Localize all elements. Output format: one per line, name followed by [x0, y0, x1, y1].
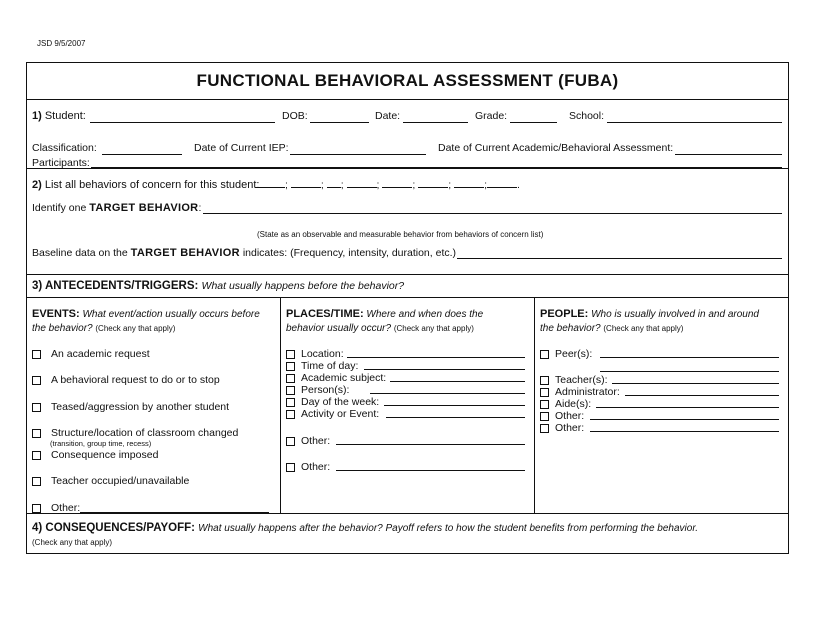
checkbox[interactable] [540, 412, 549, 421]
baseline-label-post: indicates: (Frequency, intensity, duration, etc.) [242, 247, 457, 259]
place-item[interactable]: Other: [286, 461, 330, 473]
date-field[interactable] [403, 122, 468, 123]
checkbox[interactable] [540, 400, 549, 409]
event-item[interactable]: An academic request [32, 348, 150, 360]
target-behavior-field[interactable] [203, 213, 782, 214]
checkbox[interactable] [540, 350, 549, 359]
event-item[interactable]: A behavioral request to do or to stop [32, 374, 220, 386]
people-question-2: the behavior? [540, 323, 601, 334]
event-sub-note: (transition, group time, recess) [50, 439, 152, 448]
student-field[interactable] [90, 122, 275, 123]
people-item[interactable]: Peer(s): [540, 348, 592, 360]
section4-check-note: (Check any that apply) [32, 538, 113, 547]
target-colon: : [198, 202, 202, 214]
place-item[interactable]: Activity or Event: [286, 408, 379, 420]
section-number: 2) [32, 179, 42, 191]
places-question-2: behavior usually occur? [286, 323, 392, 334]
checkbox[interactable] [32, 376, 41, 385]
event-item[interactable]: Structure/location of classroom changed [32, 427, 238, 439]
participants-label: Participants: [32, 157, 90, 169]
page-title: FUNCTIONAL BEHAVIORAL ASSESSMENT (FUBA) [196, 71, 619, 90]
event-item[interactable]: Consequence imposed [32, 449, 158, 461]
events-question-2: the behavior? [32, 323, 93, 334]
checkbox[interactable] [286, 398, 295, 407]
section4-question: What usually happens after the behavior? Payoff refers to how the student benefits from performing the behavior. [198, 523, 699, 534]
places-question: Where and when does the [366, 309, 484, 320]
place-item[interactable]: Academic subject: [286, 372, 386, 384]
behaviors-label: List all behaviors of concern for this student: [44, 179, 260, 191]
current-iep-field[interactable] [290, 154, 426, 155]
current-assessment-label: Date of Current Academic/Behavioral Assessment: [438, 142, 674, 154]
people-item[interactable]: Other: [540, 410, 584, 422]
target-label: Identify one [32, 202, 87, 214]
people-item[interactable]: Other: [540, 422, 584, 434]
baseline-label: Baseline data on the [32, 247, 128, 259]
people-item[interactable]: Administrator: [540, 386, 620, 398]
state-note: (State as an observable and measurable behavior from behaviors of concern list) [257, 230, 544, 239]
checkbox[interactable] [286, 362, 295, 371]
current-assessment-field[interactable] [675, 154, 782, 155]
document-code: JSD 9/5/2007 [37, 39, 86, 48]
student-label: Student: [44, 110, 86, 122]
dob-label: DOB: [282, 110, 308, 122]
places-check-note: (Check any that apply) [393, 324, 474, 333]
people-item[interactable]: Aide(s): [540, 398, 591, 410]
people-heading: PEOPLE: [540, 308, 589, 320]
section4-heading: 4) CONSEQUENCES/PAYOFF: [32, 522, 195, 534]
behaviors-blanks[interactable]: ; ; ; ; ; ; ; . [255, 179, 520, 191]
checkbox[interactable] [540, 424, 549, 433]
events-heading: EVENTS: [32, 308, 80, 320]
place-item[interactable]: Day of the week: [286, 396, 379, 408]
event-item[interactable]: Other: [32, 502, 80, 514]
checkbox[interactable] [32, 504, 41, 513]
checkbox[interactable] [32, 403, 41, 412]
people-question: Who is usually involved in and around [591, 309, 759, 320]
people-check-note: (Check any that apply) [603, 324, 684, 333]
grade-field[interactable] [510, 122, 557, 123]
target-label-bold: TARGET BEHAVIOR [89, 202, 199, 214]
baseline-label-bold: TARGET BEHAVIOR [130, 247, 240, 259]
event-item[interactable]: Teacher occupied/unavailable [32, 475, 189, 487]
current-iep-label: Date of Current IEP: [194, 142, 289, 154]
section-number: 1) [32, 110, 42, 122]
classification-label: Classification: [32, 142, 97, 154]
place-item[interactable]: Other: [286, 435, 330, 447]
checkbox[interactable] [32, 451, 41, 460]
checkbox[interactable] [32, 350, 41, 359]
grade-label: Grade: [475, 110, 508, 122]
events-question: What event/action usually occurs before [82, 309, 260, 320]
dob-field[interactable] [310, 122, 369, 123]
section3-question: What usually happens before the behavior? [201, 280, 405, 292]
classification-field[interactable] [102, 154, 182, 155]
checkbox[interactable] [286, 374, 295, 383]
event-item[interactable]: Teased/aggression by another student [32, 401, 229, 413]
place-item[interactable]: Time of day: [286, 360, 358, 372]
checkbox[interactable] [286, 437, 295, 446]
checkbox[interactable] [32, 477, 41, 486]
checkbox[interactable] [286, 350, 295, 359]
people-item[interactable]: Teacher(s): [540, 374, 608, 386]
participants-field[interactable] [91, 167, 782, 168]
place-item[interactable]: Location: [286, 348, 344, 360]
date-label: Date: [375, 110, 401, 122]
event-other-field[interactable] [80, 512, 269, 513]
place-item[interactable]: Person(s): [286, 384, 349, 396]
section3-heading: 3) ANTECEDENTS/TRIGGERS: [32, 280, 199, 292]
events-check-note: (Check any that apply) [95, 324, 176, 333]
checkbox[interactable] [32, 429, 41, 438]
school-label: School: [569, 110, 605, 122]
checkbox[interactable] [286, 463, 295, 472]
places-heading: PLACES/TIME: [286, 308, 364, 320]
checkbox[interactable] [286, 410, 295, 419]
checkbox[interactable] [540, 388, 549, 397]
school-field[interactable] [607, 122, 782, 123]
baseline-field[interactable] [457, 258, 782, 259]
checkbox[interactable] [286, 386, 295, 395]
checkbox[interactable] [540, 376, 549, 385]
